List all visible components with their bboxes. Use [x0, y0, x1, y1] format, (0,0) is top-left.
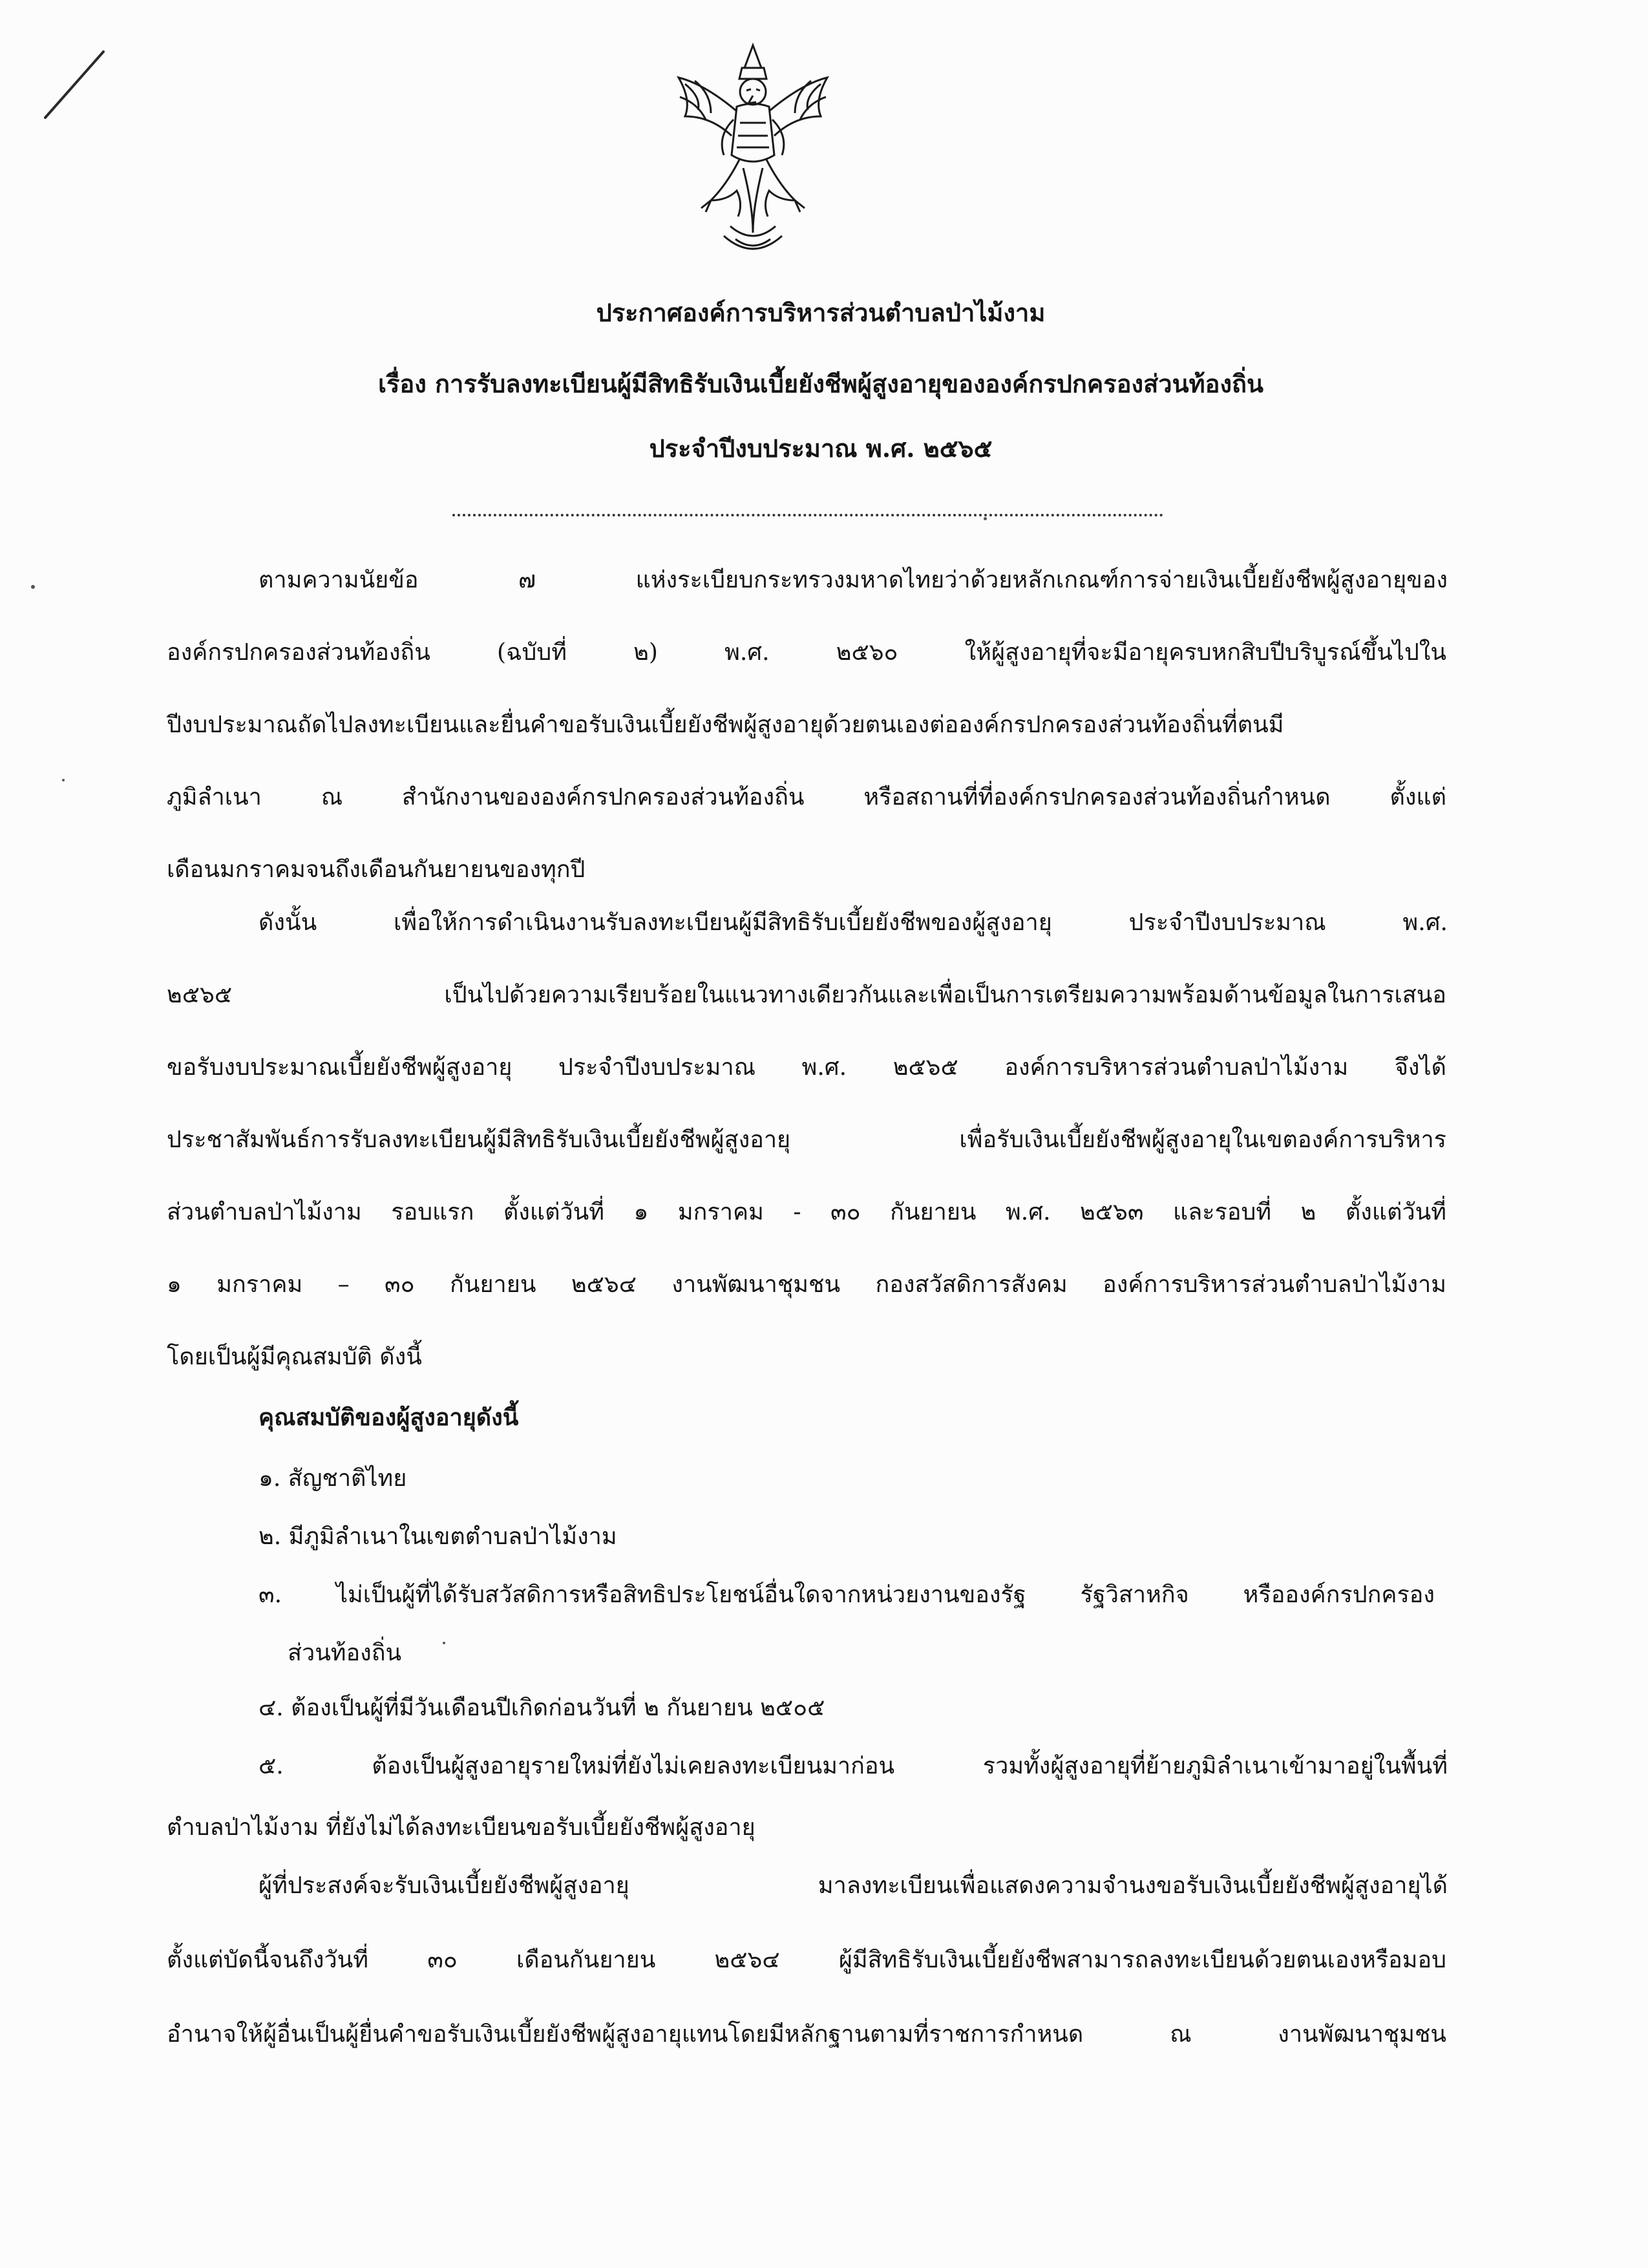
qualification-item-5: ๕. ต้องเป็นผู้สูงอายุรายใหม่ที่ยังไม่เคยลงทะเบียนมาก่อน รวมทั้งผู้สูงอายุที่ย้ายภูมิลำเนาเข้ามาอยู่ในพื้นที่ [259, 1753, 1448, 1779]
qualification-item-3: ๓. ไม่เป็นผู้ที่ได้รับสวัสดิการหรือสิทธิประโยชน์อื่นใดจากหน่วยงานของรัฐ รัฐวิสาหกิจ หรือองค์กรปกครอง [259, 1582, 1435, 1608]
qualification-item-4: ๔. ต้องเป็นผู้ที่มีวันเดือนปีเกิดก่อนวันที่ ๒ กันยายน ๒๕๐๕ [259, 1695, 825, 1721]
qualification-item-2: ๒. มีภูมิลำเนาในเขตตำบลป่าไม้งาม [259, 1523, 617, 1550]
scan-speck [31, 585, 35, 589]
p1-line-5: เดือนมกราคมจนถึงเดือนกันยายนของทุกปี [167, 856, 586, 883]
p2-line-1: ดังนั้น เพื่อให้การดำเนินงานรับลงทะเบียนผู้มีสิทธิรับเบี้ยยังชีพของผู้สูงอายุ ประจำปีงบประมาณ พ.ศ. [259, 909, 1448, 936]
p1-line-1: ตามความนัยข้อ ๗ แห่งระเบียบกระทรวงมหาดไทยว่าด้วยหลักเกณฑ์การจ่ายเงินเบี้ยยังชีพผู้สูงอายุของ [259, 567, 1448, 593]
fiscal-year-line: ประจำปีงบประมาณ พ.ศ. ๒๕๖๕ [649, 434, 993, 463]
qualification-item-3-cont: ส่วนท้องถิ่น [288, 1640, 402, 1666]
scan-speck [443, 1642, 445, 1644]
p1-line-4: ภูมิลำเนา ณ สำนักงานขององค์กรปกครองส่วนท้องถิ่น หรือสถานที่ที่องค์กรปกครองส่วนท้องถิ่นกำหนด ตั้งแต่ [167, 784, 1446, 811]
garuda-emblem [666, 39, 840, 265]
p3-line-3: อำนาจให้ผู้อื่นเป็นผู้ยื่นคำขอรับเงินเบี้ยยังชีพผู้สูงอายุแทนโดยมีหลักฐานตามที่ราชการกำหนด ณ งานพัฒนาชุมชน [167, 2021, 1446, 2048]
announcement-subject: เรื่อง การรับลงทะเบียนผู้มีสิทธิรับเงินเบี้ยยังชีพผู้สูงอายุขององค์กรปกครองส่วนท้องถิ่น [377, 369, 1264, 398]
p2-line-6: ๑ มกราคม – ๓๐ กันยายน ๒๕๖๔ งานพัฒนาชุมชน กองสวัสดิการสังคม องค์การบริหารส่วนตำบลป่าไม้งาม [167, 1271, 1446, 1298]
scan-speck [62, 779, 65, 781]
p2-line-4: ประชาสัมพันธ์การรับลงทะเบียนผู้มีสิทธิรับเงินเบี้ยยังชีพผู้สูงอายุ เพื่อรับเงินเบี้ยยังชีพผู้สูงอายุในเขตองค์การบริหาร [167, 1127, 1446, 1153]
pen-mark [40, 45, 111, 123]
p3-line-2: ตั้งแต่บัดนี้จนถึงวันที่ ๓๐ เดือนกันยายน ๒๕๖๔ ผู้มีสิทธิรับเงินเบี้ยยังชีพสามารถลงทะเบียนด้วยตนเองหรือมอบ [167, 1947, 1446, 1973]
p2-line-5: ส่วนตำบลป่าไม้งาม รอบแรก ตั้งแต่วันที่ ๑ มกราคม - ๓๐ กันยายน พ.ศ. ๒๕๖๓ และรอบที่ ๒ ตั้งแต่วันที่ [167, 1199, 1446, 1225]
qualification-item-1: ๑. สัญชาติไทย [259, 1465, 407, 1492]
p2-line-3: ขอรับงบประมาณเบี้ยยังชีพผู้สูงอายุ ประจำปีงบประมาณ พ.ศ. ๒๕๖๕ องค์การบริหารส่วนตำบลป่าไม้งาม จึงได้ [167, 1054, 1446, 1081]
p3-line-1: ผู้ที่ประสงค์จะรับเงินเบี้ยยังชีพผู้สูงอายุ มาลงทะเบียนเพื่อแสดงความจำนงขอรับเงินเบี้ยยังชีพผู้สูงอายุได้ [259, 1872, 1448, 1899]
dotted-divider [452, 514, 1163, 516]
qualifications-heading: คุณสมบัติของผู้สูงอายุดังนี้ [259, 1404, 519, 1431]
announcement-title: ประกาศองค์การบริหารส่วนตำบลป่าไม้งาม [596, 298, 1046, 327]
p1-line-2: องค์กรปกครองส่วนท้องถิ่น (ฉบับที่ ๒) พ.ศ. ๒๕๖๐ ให้ผู้สูงอายุที่จะมีอายุครบหกสิบปีบริบูรณ์ขึ้นไปใน [167, 639, 1446, 666]
qualification-item-5-cont: ตำบลป่าไม้งาม ที่ยังไม่ได้ลงทะเบียนขอรับเบี้ยยังชีพผู้สูงอายุ [167, 1814, 755, 1841]
p1-line-3: ปีงบประมาณถัดไปลงทะเบียนและยื่นคำขอรับเงินเบี้ยยังชีพผู้สูงอายุด้วยตนเองต่อองค์กรปกครองส่วนท้องถิ่นที่ตนมี [167, 712, 1284, 738]
p2-line-2: ๒๕๖๕ เป็นไปด้วยความเรียบร้อยในแนวทางเดียวกันและเพื่อเป็นการเตรียมความพร้อมด้านข้อมูลในการเสนอ [167, 982, 1446, 1008]
p2-line-7: โดยเป็นผู้มีคุณสมบัติ ดังนี้ [167, 1344, 422, 1370]
scan-speck [984, 517, 987, 520]
